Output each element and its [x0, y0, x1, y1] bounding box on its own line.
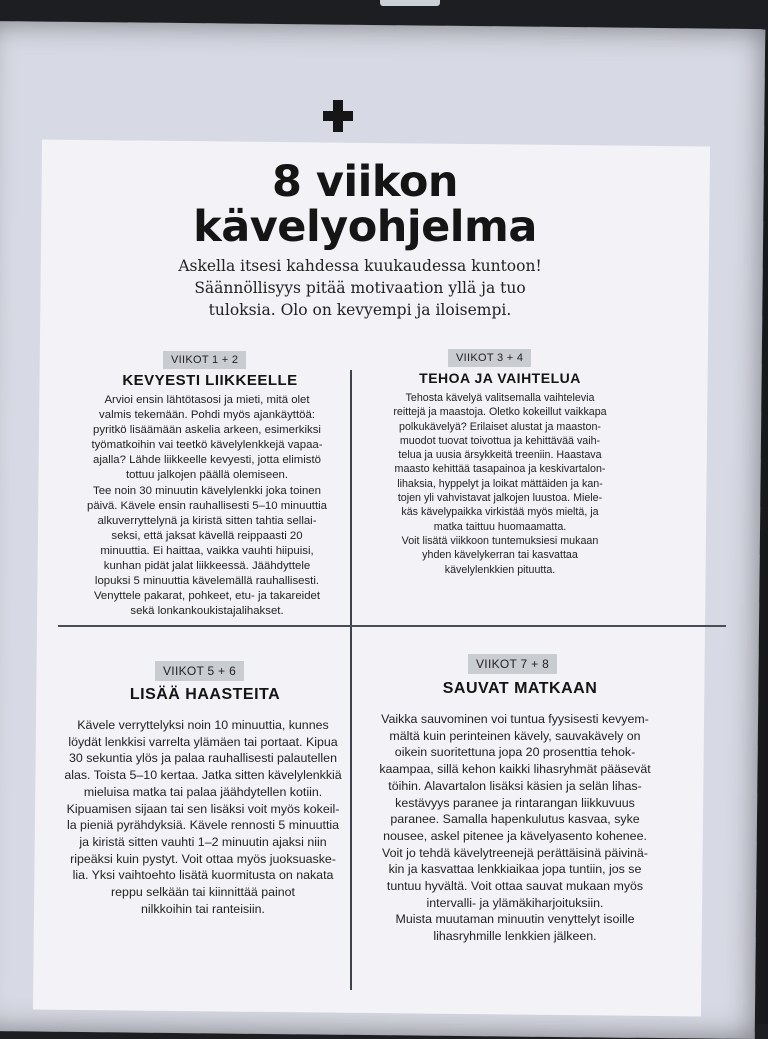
body-line: tuntuu hyvältä. Voit ottaa sauvat mukaan myös	[386, 879, 644, 894]
body-line: kestävyys paranee ja rintarangan liikkuvuus	[395, 795, 635, 810]
section-badge: VIIKOT 7 + 8	[468, 654, 557, 674]
body-line: mältä kuin perinteinen kävely, sauvakävely on	[389, 728, 641, 743]
body-line: töihin. Alavartalon lisäksi käsien ja selän lihas-	[388, 778, 642, 793]
body-line: telua ja uusia ärsykkeitä treeniin. Haastava	[398, 449, 602, 462]
body-line: minuuttia. Ei haittaa, vaikka vauhti hiipuisi,	[100, 544, 314, 557]
plus-icon	[323, 100, 353, 132]
body-line: sekä lonkankoukistajalihakset.	[130, 605, 284, 618]
body-line: Voit jo tehdä kävelytreenejä perättäisinä päivinä-	[382, 845, 648, 860]
body-line: kunhan pidät jalat liikkeessä. Jäähdyttele	[103, 560, 311, 573]
body-line: seksi, että jaksat kävellä reippaasti 20	[111, 529, 303, 542]
body-line: lihasryhmille lenkkien jälkeen.	[433, 929, 597, 944]
body-line: ajalla? Lähde liikkeelle kevyesti, jotta elimistö	[93, 454, 321, 467]
body-line: muodot tuovat toivottua ja kehittävää vaih-	[399, 434, 601, 447]
body-line: lihaksia, hyppelyt ja loikat mättäiden ja kan-	[397, 477, 603, 490]
body-line: Voit lisätä viikkoon tuntemuksiesi mukaan	[401, 534, 599, 547]
body-line: Venyttele pakarat, pohkeet, etu- ja takareidet	[93, 590, 321, 603]
body-line: maasto kehittää tasapainoa ja keskivartalon-	[394, 463, 606, 476]
intro-line: tuloksia. Olo on kevyempi ja iloisempi.	[208, 301, 512, 319]
body-line: ja kiristä sitten vauhti 1–2 minuutin ajaksi niin	[79, 834, 327, 849]
laptop-logo	[380, 0, 440, 6]
body-line: Tee noin 30 minuutin kävelylenkki joka toinen	[93, 484, 321, 497]
body-line: kin ja kasvattaa lenkkiaikaa jopa tuntiin, jos se	[388, 862, 642, 877]
intro-line: Askella itsesi kahdessa kuukaudessa kuntoon!	[178, 257, 542, 275]
horizontal-divider	[58, 625, 726, 627]
body-line: mieluisa matka tai palaa jäähdytellen kotiin.	[83, 784, 323, 799]
section-body	[48, 717, 358, 917]
body-line: paranee. Samalla hapenkulutus kasvaa, syke	[390, 812, 640, 827]
body-line: työmatkoihin vai teetkö kävelylenkkejä vapaa-	[91, 439, 323, 452]
page-title	[150, 157, 580, 252]
body-line: lia. Yksi vaihtoehto lisätä kuormitusta on nakata	[72, 868, 334, 883]
body-line: lopuksi 5 minuuttia kävelemällä rauhallisesti.	[94, 575, 320, 588]
intro-line: Säännöllisyys pitää motivaation yllä ja tuo	[194, 279, 526, 297]
intro-text	[150, 255, 570, 321]
body-line: ripeäksi kuin pystyt. Voit ottaa myös juoksuaske-	[70, 851, 336, 866]
body-line: reittejä ja maastoja. Oletko kokeillut vaikkapa	[393, 406, 607, 419]
section-badge: VIIKOT 3 + 4	[448, 349, 531, 367]
body-line: alas. Toista 5–10 kertaa. Jatka sitten kävelylenkkiä	[64, 768, 342, 783]
body-line: käs kävelypaikka virkistää myös mieltä, ja	[401, 506, 599, 519]
body-line: Kävele verryttelyksi noin 10 minuuttia, kunnes	[77, 718, 329, 732]
body-line: kävelylenkkien pituutta.	[444, 563, 556, 576]
title-line: 8 viikon	[272, 157, 458, 207]
body-line: la pieniä pyrähdyksiä. Kävele rennosti 5 minuuttia	[66, 818, 340, 833]
body-line: nousee, askel pitenee ja kävelyasento kohenee.	[383, 828, 647, 843]
title-line: kävelyohjelma	[193, 202, 537, 252]
body-line: oikein suoritettuna jopa 20 prosenttia tehok-	[394, 745, 636, 760]
body-line: valmis tekemään. Pohdi myös ajankäyttöä:	[99, 409, 315, 422]
body-line: alkuverryttelynä ja kiristä sitten tahtia sellai-	[97, 514, 317, 527]
body-line: 30 sekuntia ylös ja palaa rauhallisesti palautellen	[69, 751, 337, 766]
section-badge: VIIKOT 5 + 6	[155, 661, 244, 681]
section-heading: TEHOA JA VAIHTELUA	[419, 370, 581, 386]
body-line: löydät lenkkisi varrelta ylämäen tai portaat. Kipua	[68, 734, 338, 749]
body-line: Kipuamisen sijaan tai sen lisäksi voit myös kokeil-	[66, 801, 340, 816]
body-line: nilkkoihin tai ranteisiin.	[141, 901, 265, 916]
body-line: matka taittuu huomaamatta.	[433, 520, 567, 533]
section-body	[360, 711, 670, 945]
body-line: polkukävelyä? Erilaiset alustat ja maaston-	[399, 420, 601, 433]
body-line: Tehosta kävelyä valitsemalla vaihtelevia	[405, 392, 595, 404]
body-line: intervalli- ja ylämäkiharjoituksiin.	[426, 895, 604, 910]
section-body	[62, 393, 352, 619]
body-line: Vaikka sauvominen voi tuntua fyysisesti kevyem-	[381, 712, 649, 726]
body-line: kaampaa, sillä kehon kaikki lihasryhmät pääsevät	[379, 762, 651, 777]
body-line: reppu selkään tai kiinnittää painot	[111, 885, 295, 900]
section-heading: LISÄÄ HAASTEITA	[129, 686, 281, 703]
section-heading: SAUVAT MATKAAN	[442, 680, 598, 697]
body-line: tottuu jalkojen päällä olemiseen.	[125, 469, 289, 482]
section-body	[355, 391, 645, 577]
body-line: päivä. Kävele ensin rauhallisesti 5–10 minuuttia	[87, 499, 327, 512]
section-badge: VIIKOT 1 + 2	[163, 351, 246, 369]
body-line: yhden kävelykerran tai kasvattaa	[422, 549, 578, 562]
body-line: Muista muutaman minuutin venyttelyt isoille	[395, 912, 635, 927]
body-line: pyritkö lisäämään askelia arkeen, esimerkiksi	[93, 424, 321, 437]
body-line: tojen yli vahvistavat jalkojen luustoa. Miele-	[397, 492, 603, 505]
section-heading: KEVYESTI LIIKKEELLE	[122, 372, 298, 389]
body-line: Arvioi ensin lähtötasosi ja mieti, mitä olet	[104, 394, 310, 406]
